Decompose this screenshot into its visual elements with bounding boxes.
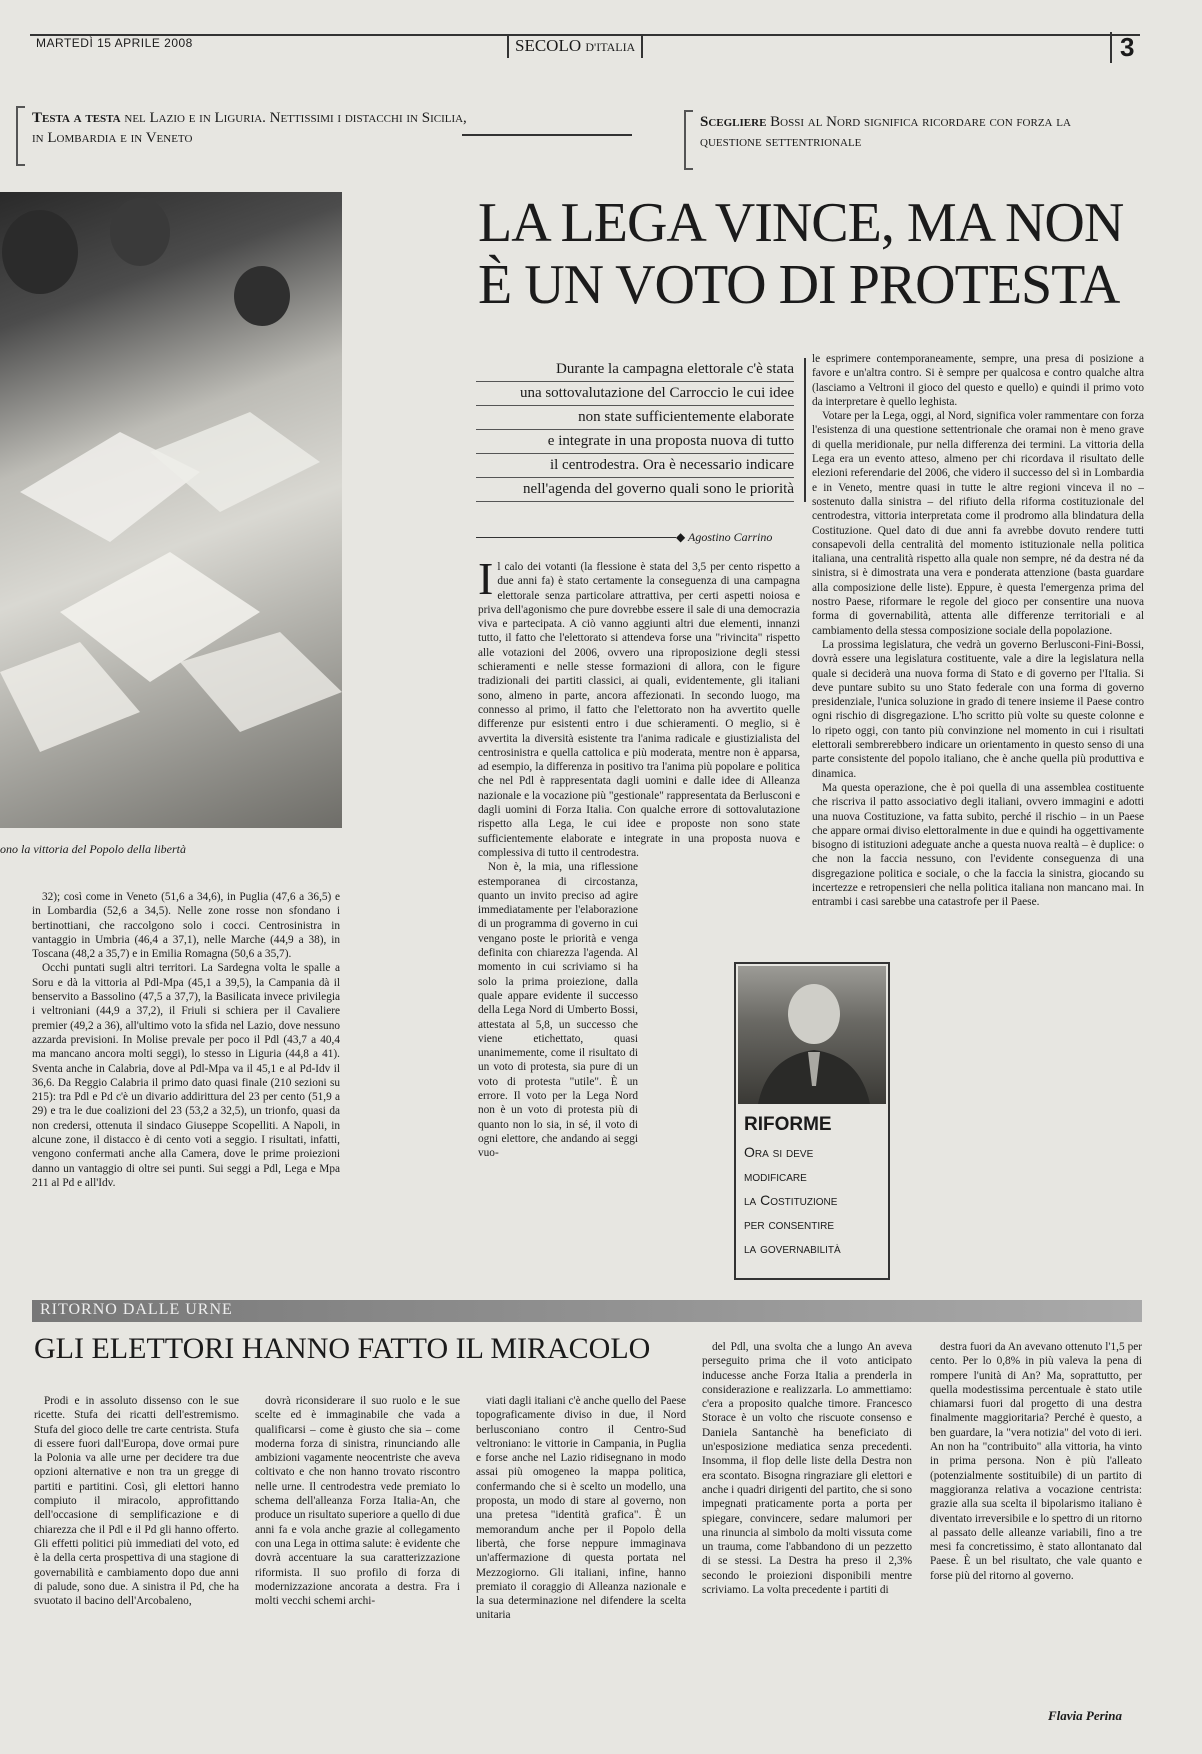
s2-paragraph: dovrà riconsiderare il suo ruolo e le sue scelte ed è immaginabile che vada a qualificarsi – come è giusto che sia – come moderna forza di sinistra, rinunciando alle ambizioni vagamente neocentriste che aveva coltivato e che non hanno trovato riscontro nelle urne. Il centrodestra vede premiato lo schema dell'alleanza Forza Italia-An, che produce un risultato superiore a quello di due anni fa e vola anche grazie al collegamento con una Lega in ottima salute: è evidente che dovrà accentuare la sua caratterizzazione riformista. Il suo profilo di forza di modernizzazione ancorata a destra. Fra i molti vecchi schemi archi- [255, 1395, 460, 1608]
photo-caption: ono la vittoria del Popolo della libertà [0, 842, 186, 856]
left-paragraph: 32); così come in Veneto (51,6 a 34,6), in Puglia (47,6 a 36,5) e in Lombardia (52,6 a 34,5). Nelle zone rosse non sfondano i bertinottiani, che raccolgono solo i cocci. Centrosinistra in vantaggio in Umbria (46,4 a 37,1), nelle Marche (44,9 a 38), in Toscana (48,2 a 35,7) e in Emilia Romagna (50,6 a 35,7). [32, 891, 340, 961]
right-paragraph: Votare per la Lega, oggi, al Nord, significa voler rammentare con forza l'esistenza di una questione settentrionale che oramai non è meno grave di quella meridionale, pur nella differenza dei termini. La vittoria della Lega era un evento atteso, almeno per chi ricordava il risultato delle elezioni referendarie del 2006, che videro il successo del sì in Lombardia e in Veneto, mentre quasi in tutte le altre regioni vinceva il no – sostenuto dalla sinistra – del rifiuto della riforma costituzionale del centrodestra, vittoria interpretata come il prodromo alla blindatura della Costituzione. Quel dato di due anni fa avrebbe dovuto rendere tutti consapevoli della centralità del momento istituzionale nella politica italiana, una centralità rispetto alla quale non sempre, né da destra né da sinistra, si è dimostrata una vera e ponderata attenzione (basta guardare alla composizione delle liste). Eppure, è questa l'emergenza prima del nostro Paese, riformare le regole del gioco per consentire una nuova forma di governabilità, attenta alle differenze territoriali e al cambiamento della stessa composizione sociale della popolazione. [812, 410, 1144, 637]
s2-column-3 [476, 1394, 686, 1699]
kicker-divider [462, 134, 632, 136]
intro-line: nell'agenda del governo quali sono le priorità [476, 478, 794, 502]
intro-line: una sottovalutazione del Carroccio le cui idee [476, 382, 794, 406]
header-date: MARTEDÌ 15 APRILE 2008 [36, 36, 193, 50]
box-title: RIFORME [744, 1114, 832, 1135]
intro-standfirst [476, 358, 806, 502]
right-paragraph: Ma questa operazione, che è poi quella di una assemblea costituente che riscriva il patto associativo degli italiani, ovvero immagini e adotti una nuova Costituzione, va fatta subito, perché il rischio – in un Paese che appare ormai diviso elettoralmente in due e quindi ha oggettivamente bisogno di istituzioni adeguate anche a questa nuova realtà – è duplice: o che non la faccia nessuno, con l'evidente conseguenza di una disgregazione politica e sociale, o che la faccia la sinistra, giocando su incertezze e retropensieri che nella politica italiana non mancano mai. In entrambi i casi sarebbe una catastrofe per il Paese. [812, 781, 1144, 909]
intro-line: e integrate in una proposta nuova di tutto [476, 430, 794, 454]
kicker-left-text: nel Lazio e in Liguria. Nettissimi i distacchi in Sicilia, in Lombardia e in Veneto [32, 110, 467, 146]
newspaper-name-main: SECOLO [515, 36, 582, 55]
s2-column-5 [930, 1340, 1142, 1702]
drop-cap: I [478, 560, 494, 604]
vote-count-photo [0, 192, 342, 828]
box-line: Ora si deve [744, 1144, 814, 1160]
author-signature: Flavia Perina [1048, 1708, 1123, 1723]
byline-rule [476, 537, 676, 538]
s2-paragraph: viati dagli italiani c'è anche quello del Paese topograficamente diviso in due, il Nord berlusconiano contro il Centro-Sud veltroniano: le vittorie in Campania, in Puglia e forse anche nel Lazio ridisegnano in modo assai più omogeneo la mappa politica, confermando che si è scelto un modello, una proposta, un modo di stare al governo, non una pretesa "identità grafica". È un memorandum anche per il Popolo della libertà, che forse neppure immaginava un'affermazione di questa portata nel Mezzogiorno. Gli italiani, infine, hanno premiato il coraggio di Alleanza nazionale e la sua determinazione nel difendere la scelta unitaria [476, 1395, 686, 1622]
s2-paragraph: Prodi e in assoluto dissenso con le sue ricette. Stufa dei ricatti dell'estremismo. Stufa del gioco delle tre carte centrista. Stufa di essere fuori dall'Europa, dove ormai pure la Polonia va alle urne per decidere tra due opzioni alternative e non tra un gregge di partiti e partitini. Così, gli elettori hanno compiuto il miracolo, approfittando dell'occasione di semplificazione e di chiarezza che il Pdl e il Pd gli hanno offerto. Gli effetti politici più immediati del voto, ed è la della certa prospettiva di una stagione di governabilità e cambiamento dopo due anni di palude, sono due. A sinistra il Pd, che ha svuotato il bacino dell'Arcobaleno, [34, 1395, 239, 1608]
byline: ◆ Agostino Carrino [676, 530, 773, 544]
right-paragraph: le esprimere contemporaneamente, sempre, una presa di posizione a favore e un'altra contro. Si è sempre per qualcosa e contro qualche altra (lasciamo a Veltroni il gioco del questo e quello) e quindi il primo voto da interpretare è quello leghista. [812, 353, 1144, 408]
right-paragraph: La prossima legislatura, che vedrà un governo Berlusconi-Fini-Bossi, dovrà essere una legislatura costituente, vale a dire la legislatura nella quale si deciderà una nuova forma di Stato e di governo per l'Italia. Si deve puntare subito su uno Stato federale con una forma di governo presidenziale, l'unica soluzione in grado di tenere insieme il Paese contro ogni rischio di disgregazione. L'ho scritto più volte su queste colonne e lo ripeto oggi, con tanto più convinzione nel momento in cui i risultati elettorali sembrerebbero indicare un orientamento in questo senso di una parte consistente del popolo italiano, che è anche quella più produttiva e dinamica. [812, 638, 1144, 780]
portrait-figure [738, 966, 886, 1104]
s2-column-2 [255, 1394, 460, 1699]
box-line: la governabilità [744, 1240, 841, 1256]
kicker-left-bold: Testa a testa [32, 110, 121, 126]
middle-paragraph: Non è, la mia, una riflessione estemporanea di circostanza, quanto un invito preciso ad agire immediatamente per l'elaborazione di un programma di governo in cui vengano poste le priorità e venga definita con chiarezza l'agenda. Al momento in cui scriviamo si ha solo la prima proiezione, dalla quale appare evidente il successo della Lega Nord di Umberto Bossi, attestata al 5,8, un successo che viene etichettato, quasi unanimemente, come il risultato di un voto di protesta, sia pure di un voto di protesta "utile". È un errore. Il voto per la Lega Nord non è un voto di protesta più di quanto non lo sia, in sé, il voto di ogni elettore, che andando ai seggi vuo- [478, 861, 638, 1160]
s2-paragraph: del Pdl, una svolta che a lungo An aveva perseguito prima che il voto anticipato inducesse anche Forza Italia a prenderla in considerazione e realizzarla. Lo ammettiamo: c'era a proposito qualche timore. Francesco Storace è un volto che riscuote consenso e Daniela Santanchè ha beneficiato di un'esposizione mediatica senza precedenti. Insomma, il flop delle liste della Destra non era scontato. Bisogna ringraziare gli elettori e anche i quadri dirigenti del partito, che si sono impegnati praticamente porta a porta per spiegare, convincere, sedare malumori per una rinuncia al simbolo da molti vissuta come un trauma, come l'abbandono di un pezzetto di se stessi. La Destra ha preso il 2,3% secondo le proiezioni disponibili mentre scriviamo. La volta precedente i partiti di [702, 1341, 912, 1597]
box-line: modificare [744, 1168, 807, 1184]
intro-line: il centrodestra. Ora è necessario indicare [476, 454, 794, 478]
s2-column-1 [34, 1394, 239, 1699]
kicker-right-bold: Scegliere [700, 114, 767, 130]
section-headline: GLI ELETTORI HANNO FATTO IL MIRACOLO [34, 1332, 651, 1365]
portrait-photo [738, 966, 886, 1104]
middle-paragraph: l calo dei votanti (la flessione è stata del 3,5 per cento rispetto a due anni fa) è stato certamente la conseguenza di una campagna elettorale senza particolare attrattiva, per certi aspetti noiosa e priva dell'agonismo che pure dovrebbe essere il sale di una democrazia viva e partecipata. A ciò vanno aggiunti altri due elementi, innanzi tutto, il fatto che l'elettorato si attendeva forse una "rivincita" rispetto alle votazioni del 2006, ovvero una riproposizione degli stessi schieramenti e nelle stesse formazioni di allora, con le figure tradizionali dei partiti classici, ai quali, evidentemente, gli italiani sono, almeno in parte, ancora affezionati. In secondo luogo, ma connesso al primo, il fatto che l'elettorato non ha avvertito quelle differenze pur esistenti entro i due schieramenti. O meglio, si è avvertita la diversità esistente tra l'anima radicale e giustizialista del centrosinistra e quella cattolica e più moderata, mentre non è apparsa, ad esempio, la differenza in positivo tra l'anima più popolare e politica che nel Pdl è rappresentata dagli uomini e dalle idee di Alleanza nazionale e la vocazione più "gestionale" rappresentata da Berlusconi e dagli uomini di Forza Italia. Con qualche errore di sottovalutazione rispetto alla Lega, le cui idee e proposte non sono state sufficientemente elaborate e integrate in una proposta nuova e complessiva di tutto il centrodestra. [478, 561, 800, 859]
photo-scene [0, 192, 342, 828]
page-header [30, 30, 1180, 64]
newspaper-name-small: D'ITALIA [585, 40, 636, 54]
kicker-right-text: Bossi al Nord significa ricordare con forza la questione settentrionale [700, 114, 1071, 150]
kicker-right [680, 112, 1120, 152]
s2-column-4 [702, 1340, 912, 1700]
left-paragraph: Occhi puntati sugli altri territori. La Sardegna volta le spalle a Soru e dà la vittoria al Pdl-Mpa (45,1 a 39,5), la Campania dà il benservito a Bassolino (47,5 a 37,7), la Basilicata invece privilegia i veltroniani (44,9 a 37,2), il Friuli si schiera per il Cavaliere premier (49,2 a 36), all'ultimo voto la sfida nel Lazio, dove nessuno azzarda previsioni. In Molise prevale per poco il Pdl (43,7 a 40,4 ma mancano ancora molti seggi), lo stesso in Liguria (44,8 a 41). Sventa anche in Calabria, dove al Pdl-Mpa va il 45,1 e al Pd-Idv il 36,6. Da Reggio Calabria il primo dato quasi finale (210 sezioni su 215): tra Pdl e Pd c'è un divario addirittura del 23 per cento (51,9 a 29) e tra le due coalizioni del 23 (53,2 a 32,5), un trionfo, quasi da non credersi, ottenuta il sindaco Giuseppe Scopelliti. A Napoli, in alcune zone, il distacco è di cento voti a seggio. I risultati, infatti, vengono confermati anche alla Camera, dove le prime proiezioni danno un vantaggio di oltre sei punti. Sui seggi a Pdl, Lega e Mpa 211 al Pd e all'Idv. [32, 962, 340, 1189]
box-text [744, 1140, 841, 1260]
main-headline: LA LEGA VINCE, MA NON È UN VOTO DI PROTESTA [478, 192, 1124, 316]
box-line: per consentire [744, 1216, 835, 1232]
intro-line: Durante la campagna elettorale c'è stata [476, 358, 794, 382]
box-line: la Costituzione [744, 1192, 838, 1208]
page-number: 3 [1110, 32, 1134, 63]
section-label: RITORNO DALLE URNE [40, 1301, 233, 1318]
newspaper-name [507, 36, 643, 58]
left-column [32, 890, 340, 1270]
riforme-box [734, 962, 890, 1280]
intro-line: non state sufficientemente elaborate [476, 406, 794, 430]
s2-paragraph: destra fuori da An avevano ottenuto l'1,5 per cento. Per lo 0,8% in più valeva la pena di rompere l'unità di An? Ma, soprattutto, per quella modestissima percentuale è stato utile chiamarsi fuori dal progetto di una destra finalmente maggioritaria? Perché è questo, a ben guardare, la "vera notizia" del voto di ieri. An non ha "contribuito" alla vittoria, ha vinto in prima persona. Non è più l'alleato (potenzialmente sostituibile) di un partito di maggioranza relativa a vocazione centrista: grazie alla sua scelta il bipolarismo italiano è diventato irreversibile e lo spettro di un ritorno al passato delle alleanze variabili, fino a tre mesi fa concretissimo, è stato allontanato dal Paese. È un bel risultato, che vale quanto e forse più del ritorno al governo. [930, 1341, 1142, 1582]
kicker-left [12, 108, 472, 148]
